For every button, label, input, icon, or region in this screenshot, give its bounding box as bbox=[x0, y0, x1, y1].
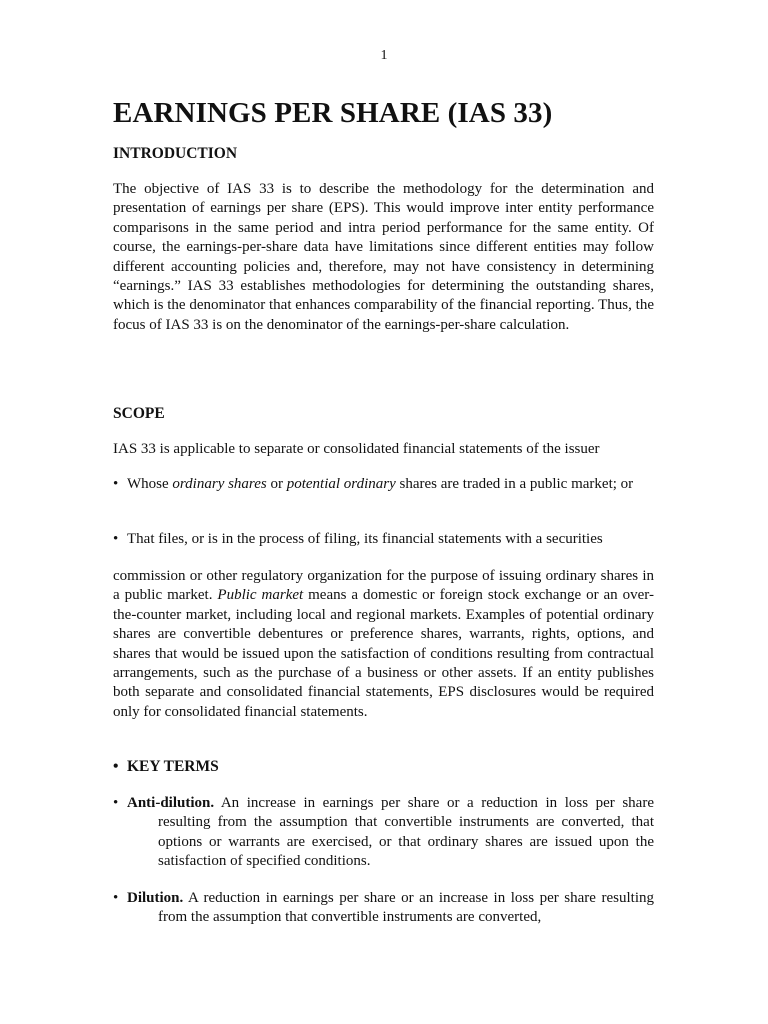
anti-dilution-definition: An increase in earnings per share or a reduction in loss per share resulting from the assumption that convertible instruments are converted, that options or warrants are exercised, or that ordinary shares are issued upon the satisfaction of specified conditions. bbox=[158, 795, 654, 870]
scope-continuation-paragraph bbox=[113, 567, 654, 722]
bullet-text: That files, or is in the process of filing, its financial statements with a securities bbox=[127, 531, 603, 547]
definition-anti-dilution bbox=[113, 794, 654, 872]
ordinary-shares-term: ordinary shares bbox=[172, 476, 267, 492]
potential-ordinary-term: potential ordinary bbox=[286, 476, 396, 492]
bullet-marker: • bbox=[113, 795, 119, 811]
anti-dilution-term: Anti-dilution. bbox=[127, 795, 215, 811]
document-title: EARNINGS PER SHARE (IAS 33) bbox=[113, 97, 553, 129]
dilution-definition: A reduction in earnings per share or an increase in loss per share resulting from the assumption that convertible instruments are converted, bbox=[158, 890, 654, 926]
bullet-marker: • bbox=[113, 476, 119, 492]
introduction-paragraph: The objective of IAS 33 is to describe the methodology for the determination and presentation of earnings per share (EPS). This would improve inter entity performance comparisons in the same period and intra period performance for the same entity. Of course, the earnings-per-share data have limitations since different entities may follow different accounting policies and, therefore, may not have consistency in determining “earnings.” IAS 33 establishes methodologies for determining the outstanding shares, which is the denominator that enhances comparability of the financial reporting. Thus, the focus of IAS 33 is on the denominator of the earnings-per-share calculation. bbox=[113, 181, 654, 333]
scope-lead-paragraph: IAS 33 is applicable to separate or consolidated financial statements of the issuer bbox=[113, 441, 600, 457]
bullet-text-part: shares are traded in a public market; or bbox=[395, 476, 634, 492]
page-number: 1 bbox=[380, 48, 388, 63]
continuation-text-part: means a domestic or foreign stock exchange or an over-the-counter market, including local and regional markets. Examples of potential ordinary shares are convertible debentures or preference shares, warrants, rights, options, and shares that would be issued upon the satisfaction of conditions resulting from contractual arrangements, such as the purchase of a business or other assets. If an entity publishes both separate and consolidated financial statements, EPS disclosures would be required only for consolidated financial statements. bbox=[113, 587, 654, 720]
public-market-term: Public market bbox=[217, 587, 304, 604]
key-terms-heading-text: KEY TERMS bbox=[127, 758, 219, 775]
bullet-marker: • bbox=[113, 531, 119, 547]
bullet-marker: • bbox=[113, 890, 119, 906]
continuation-text-part: commission or other regulatory organization for the purpose of issuing ordinary shares in a public market. bbox=[113, 568, 654, 604]
dilution-term: Dilution. bbox=[127, 890, 184, 906]
bullet-text-part: Whose bbox=[127, 476, 173, 492]
key-terms-heading bbox=[113, 757, 219, 777]
definition-dilution bbox=[113, 889, 654, 928]
scope-bullet-filing bbox=[113, 530, 654, 549]
scope-heading: SCOPE bbox=[113, 405, 165, 422]
scope-bullet-traded-shares bbox=[113, 475, 654, 494]
bullet-marker: • bbox=[113, 758, 119, 775]
introduction-heading: INTRODUCTION bbox=[113, 145, 238, 162]
bullet-text-part: or bbox=[266, 476, 287, 492]
